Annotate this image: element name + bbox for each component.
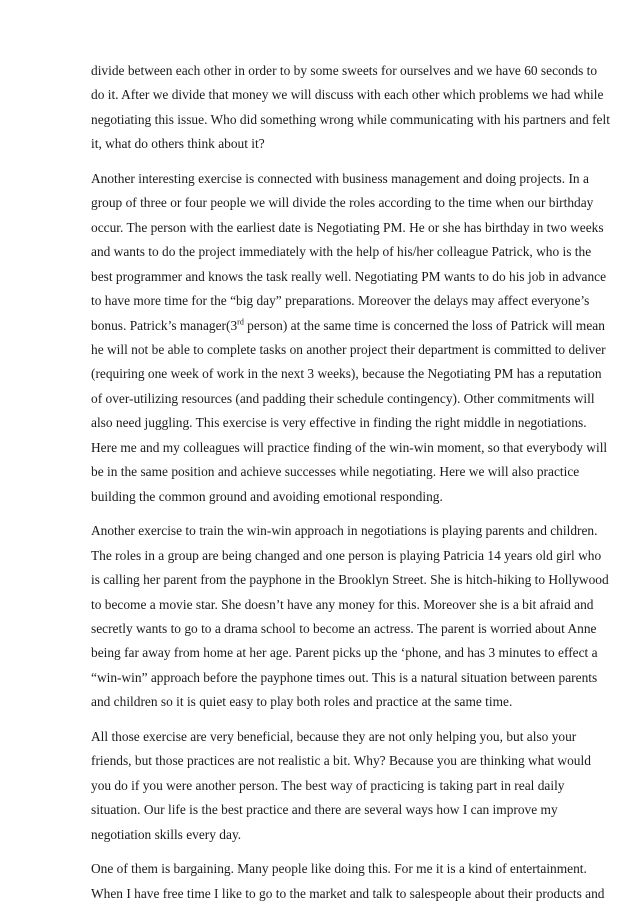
text-run: bonus. Patrick’s manager(3 [91,317,238,333]
text-line: to become a movie star. She doesn’t have any money for this. Moreover she is a bit afraid and [91,596,594,612]
text-line: and wants to do the project immediately with the help of his/her colleague Patrick, who is the [91,244,592,260]
paragraph-1 [91,59,610,157]
text-line: occur. The person with the earliest date is Negotiating PM. He or she has birthday in two weeks [91,219,604,235]
text-line: being far away from home at her age. Parent picks up the ‘phone, and has 3 minutes to effect a [91,645,598,661]
text-line [91,314,605,338]
paragraph-3 [91,519,609,715]
text-line: “win-win” approach before the payphone times out. This is a natural situation between parents [91,669,598,685]
text-line: The roles in a group are being changed and one person is playing Patricia 14 years old girl who [91,547,602,563]
text-line: When I have free time I like to go to the market and talk to salespeople about their products and [91,885,605,901]
text-line: One of them is bargaining. Many people like doing this. For me it is a kind of entertainment. [91,861,587,877]
text-line: it, what do others think about it? [91,136,265,152]
text-line: divide between each other in order to by some sweets for ourselves and we have 60 seconds to [91,63,598,78]
text-line: is calling her parent from the payphone in the Brooklyn Street. She is hitch-hiking to Hollywood [91,572,609,588]
text-line: also need juggling. This exercise is very effective in finding the right middle in negotiations. [91,415,587,431]
text-line: be in the same position and achieve successes while negotiating. Here we will also practice [91,464,580,480]
text-line: do it. After we divide that money we will discuss with each other which problems we had while [91,87,604,103]
text-line: Another exercise to train the win-win approach in negotiations is playing parents and children. [91,523,598,539]
text-line: building the common ground and avoiding emotional responding. [91,488,443,504]
text-line: Another interesting exercise is connected with business management and doing projects. In a [91,170,589,186]
text-line: Here me and my colleagues will practice finding of the win-win moment, so that everybody will [91,439,608,455]
text-line: All those exercise are very beneficial, because they are not only helping you, but also your [91,728,577,744]
paragraph-2 [91,167,608,509]
ordinal-superscript: rd [237,317,244,327]
text-line: group of three or four people we will divide the roles according to the time when our birthday [91,195,594,211]
document-body [91,59,610,916]
text-line: he will not be able to complete tasks on another project their department is committed to deliver [91,341,606,357]
text-line: negotiating this issue. Who did something wrong while communicating with his partners and felt [91,111,610,127]
paragraph-4 [91,725,593,847]
text-line: you do if you were another person. The best way of practicing is taking part in real daily [91,777,565,793]
text-line: of over-utilizing resources (and padding their schedule contingency). Other commitments will [91,390,595,406]
paragraph-5 [91,857,605,906]
text-run: person) at the same time is concerned the loss of Patrick will mean [243,317,605,333]
text-line: (requiring one week of work in the next 3 weeks), because the Negotiating PM has a reputation [91,366,602,382]
text-line: secretly wants to go to a drama school to become an actress. The parent is worried about Anne [91,620,597,636]
text-line: and children so it is quiet easy to play both roles and practice at the same time. [91,694,513,710]
text-line: best programmer and knows the task really well. Negotiating PM wants to do his job in advance [91,268,607,284]
text-line: negotiation skills every day. [91,826,242,842]
text-line: friends, but those practices are not realistic a bit. Why? Because you are thinking what would [91,753,591,769]
text-line: to have more time for the “big day” preparations. Moreover the delays may affect everyone’s [91,293,590,309]
text-line: situation. Our life is the best practice and there are several ways how I can improve my [91,802,558,818]
